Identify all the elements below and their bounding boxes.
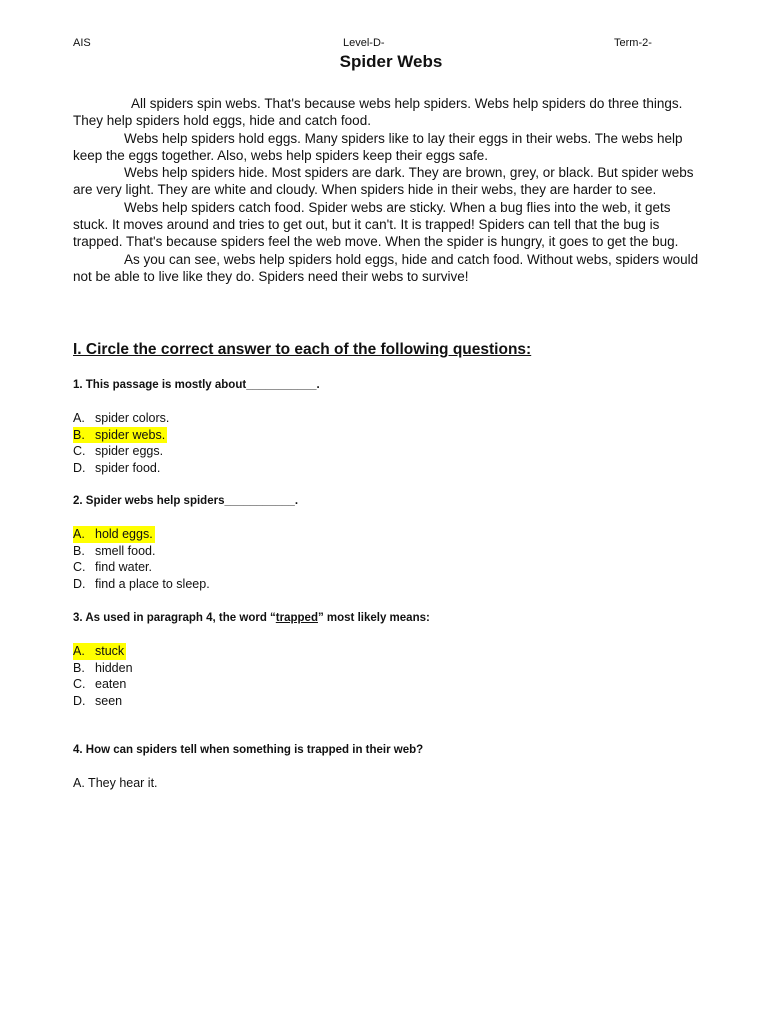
section-heading: I. Circle the correct answer to each of the following questions: <box>73 341 532 358</box>
question-3-option-c[interactable] <box>73 676 133 693</box>
option-text: find water. <box>95 560 152 575</box>
question-3-text-start: 3. As used in paragraph 4, the word “ <box>73 612 276 624</box>
option-letter: C. <box>73 560 86 575</box>
question-3-text-end: ” most likely means: <box>317 612 430 624</box>
passage-paragraph-4: Webs help spiders catch food. Spider webs are sticky. When a bug flies into the web, it gets stuck. It moves around and tries to get out, but it can't. It is trapped! Spiders can tell that the bug is trapped. That's because spiders feel the web move. When the spider is hungry, it goes to get the bug. <box>73 199 679 250</box>
option-text: hold eggs. <box>95 527 153 541</box>
question-1-options <box>73 410 169 477</box>
page-title: Spider Webs <box>339 52 443 71</box>
question-3-option-b[interactable] <box>73 660 133 677</box>
option-letter: A. <box>73 527 85 541</box>
passage-paragraph-1: All spiders spin webs. That's because webs help spiders. Webs help spiders do three things. They help spiders hold eggs, hide and catch food. <box>73 96 683 129</box>
option-text: spider food. <box>95 461 161 476</box>
option-letter: C. <box>73 444 86 459</box>
question-1: 1. This passage is mostly about___________. <box>73 379 320 391</box>
passage-paragraph-2: Webs help spiders hold eggs. Many spiders like to lay their eggs in their webs. The webs help keep the eggs together. Also, webs help spiders keep their eggs safe. <box>73 130 683 163</box>
question-3-option-a[interactable] <box>73 643 133 660</box>
option-letter: D. <box>73 694 86 709</box>
option-letter: D. <box>73 577 86 592</box>
option-text: seen <box>95 694 123 709</box>
question-2-option-c[interactable] <box>73 559 210 576</box>
option-letter: B. <box>73 543 85 558</box>
option-letter: B. <box>73 660 85 675</box>
passage-paragraph-5: As you can see, webs help spiders hold eggs, hide and catch food. Without webs, spiders would not be able to live like they do. Spiders need their webs to survive! <box>73 251 699 284</box>
question-3 <box>73 611 430 626</box>
header-term: Term-2- <box>614 37 652 49</box>
option-letter: D. <box>73 461 86 476</box>
reading-passage <box>73 95 709 285</box>
header-level: Level-D- <box>343 37 385 49</box>
question-3-option-d[interactable] <box>73 693 133 710</box>
question-1-option-d[interactable] <box>73 460 169 477</box>
option-text: stuck <box>95 644 125 658</box>
question-4: 4. How can spiders tell when something is trapped in their web? <box>73 744 424 756</box>
option-text: spider webs. <box>95 427 166 442</box>
question-3-keyword: trapped <box>275 612 318 624</box>
option-letter: A. <box>73 411 85 425</box>
question-1-option-a[interactable] <box>73 410 169 427</box>
option-letter: B. <box>73 427 85 442</box>
option-letter: A. <box>73 644 85 658</box>
question-2-option-b[interactable] <box>73 543 210 560</box>
option-text: spider colors. <box>95 411 170 425</box>
question-2-option-a[interactable] <box>73 526 210 543</box>
option-text: hidden <box>95 660 133 675</box>
question-2-options <box>73 526 210 593</box>
option-text: spider eggs. <box>95 444 164 459</box>
option-letter: C. <box>73 677 86 692</box>
question-3-options <box>73 643 133 710</box>
option-text: smell food. <box>95 543 156 558</box>
question-2-option-d[interactable] <box>73 576 210 593</box>
option-text: find a place to sleep. <box>95 577 210 592</box>
question-4-option-a[interactable]: A. They hear it. <box>73 776 158 790</box>
question-1-option-c[interactable] <box>73 443 169 460</box>
header-school: AIS <box>73 37 91 49</box>
option-text: eaten <box>95 677 127 692</box>
question-2: 2. Spider webs help spiders___________. <box>73 495 299 507</box>
passage-paragraph-3: Webs help spiders hide. Most spiders are dark. They are brown, grey, or black. But spider webs are very light. They are white and cloudy. When spiders hide in their webs, they are harder to see. <box>73 165 694 198</box>
question-1-option-b[interactable] <box>73 427 169 444</box>
